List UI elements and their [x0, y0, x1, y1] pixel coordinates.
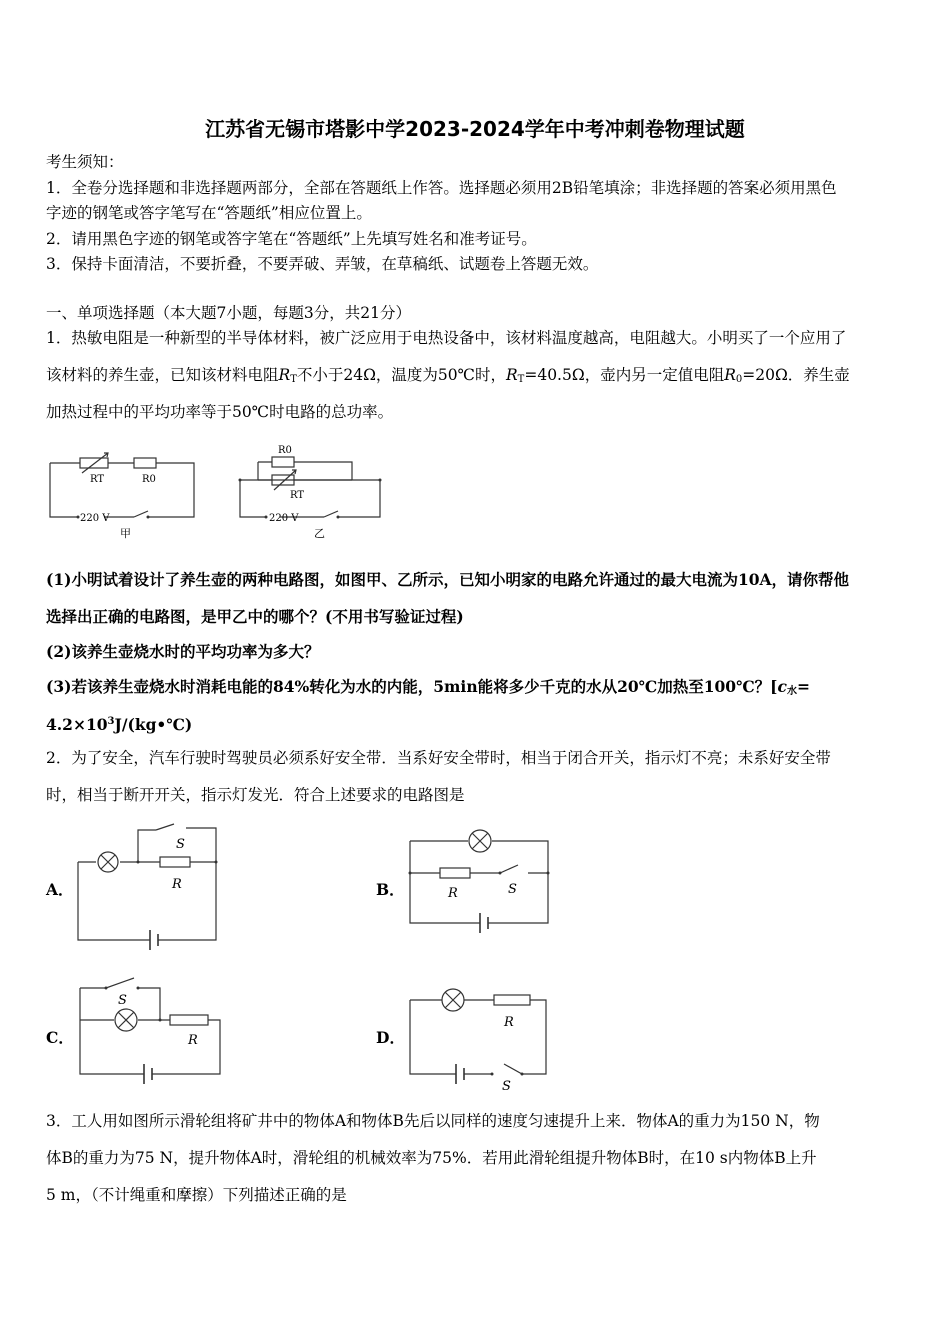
q2-text: 时，相当于断开开关，指示灯发光．符合上述要求的电路图是	[46, 786, 465, 804]
label-rt: RT	[290, 490, 305, 501]
q3-text: 体B的重力为75 N，提升物体A时，滑轮组的机械效率为75%．若用此滑轮组提升物体B时，在10 s内物体B上升	[46, 1149, 817, 1167]
label-r0: R0	[278, 445, 292, 456]
figure-caption: 甲	[120, 527, 131, 540]
circuit-figure-yi	[236, 440, 396, 545]
q1-part1: 选择出正确的电路图，是甲乙中的哪个？(不用书写验证过程)	[46, 607, 464, 626]
circuit-option-a[interactable]	[76, 822, 226, 942]
q1-part3: $4.2\times 10^3J/(kg•℃)$	[46, 715, 193, 734]
section-heading: 一、单项选择题（本大题7小题，每题3分，共21分）	[46, 304, 411, 322]
option-d-label[interactable]: D．	[376, 1028, 405, 1047]
circuit-option-d[interactable]	[406, 990, 556, 1094]
q1-text: 1．热敏电阻是一种新型的半导体材料，被广泛应用于电热设备中，该材料温度越高，电阻越大。小明买了一个应用了	[46, 329, 847, 347]
notice-item: 3．保持卡面清洁，不要折叠，不要弄破、弄皱，在草稿纸、试题卷上答题无效。	[46, 255, 599, 273]
option-a-label[interactable]: A．	[46, 880, 74, 899]
q1-part1: (1)小明试着设计了养生壶的两种电路图，如图甲、乙所示，已知小明家的电路允许通过的最大电流为10A，请你帮他	[46, 570, 850, 589]
circuit-figure-jia	[46, 445, 206, 545]
label-resistor: R	[188, 1033, 198, 1048]
figure-caption: 乙	[314, 527, 325, 540]
label-resistor: R	[504, 1015, 514, 1030]
label-switch: S	[176, 837, 185, 852]
circuit-option-b[interactable]	[406, 825, 556, 945]
label-r0: R0	[142, 474, 156, 485]
page-title: 江苏省无锡市塔影中学2023-2024学年中考冲刺卷物理试题	[205, 117, 745, 141]
label-switch: S	[118, 993, 127, 1008]
q1-part3: (3)若该养生壶烧水时消耗电能的84%转化为水的内能，5min能将多少千克的水从20℃加热至100℃？[$c_水=$	[46, 677, 810, 697]
q1-text: 该材料的养生壶，已知该材料电阻$R_T$不小于24Ω，温度为50℃时，$R_T=40.5\Omega$，壶内另一定值电阻$R_0=20\Omega$．养生壶	[46, 366, 850, 385]
q1-text: 加热过程中的平均功率等于50℃时电路的总功率。	[46, 403, 394, 421]
option-c-label[interactable]: C．	[46, 1028, 74, 1047]
q2-text: 2．为了安全，汽车行驶时驾驶员必须系好安全带．当系好安全带时，相当于闭合开关，指示灯不亮；未系好安全带	[46, 749, 831, 767]
label-switch: S	[508, 882, 517, 897]
q3-text: 3．工人用如图所示滑轮组将矿井中的物体A和物体B先后以同样的速度匀速提升上来．物体A的重力为150 N，物	[46, 1112, 820, 1130]
notice-item: 2．请用黑色字迹的钢笔或答字笔在“答题纸”上先填写姓名和准考证号。	[46, 230, 537, 248]
label-rt: RT	[90, 474, 105, 485]
circuit-option-c[interactable]	[76, 970, 226, 1090]
label-switch: S	[502, 1079, 511, 1094]
notice-item: 字迹的钢笔或答字笔写在“答题纸”相应位置上。	[46, 204, 372, 222]
label-voltage: 220 V	[269, 513, 299, 524]
notice-item: 1．全卷分选择题和非选择题两部分，全部在答题纸上作答。选择题必须用2B铅笔填涂；非选择题的答案必须用黑色	[46, 179, 837, 197]
label-voltage: 220 V	[80, 513, 110, 524]
label-resistor: R	[172, 877, 182, 892]
q1-part2: (2)该养生壶烧水时的平均功率为多大？	[46, 642, 320, 661]
q3-text: 5 m，（不计绳重和摩擦）下列描述正确的是	[46, 1186, 347, 1204]
notice-heading: 考生须知：	[46, 153, 124, 171]
option-b-label[interactable]: B．	[376, 880, 405, 899]
label-resistor: R	[448, 886, 458, 901]
